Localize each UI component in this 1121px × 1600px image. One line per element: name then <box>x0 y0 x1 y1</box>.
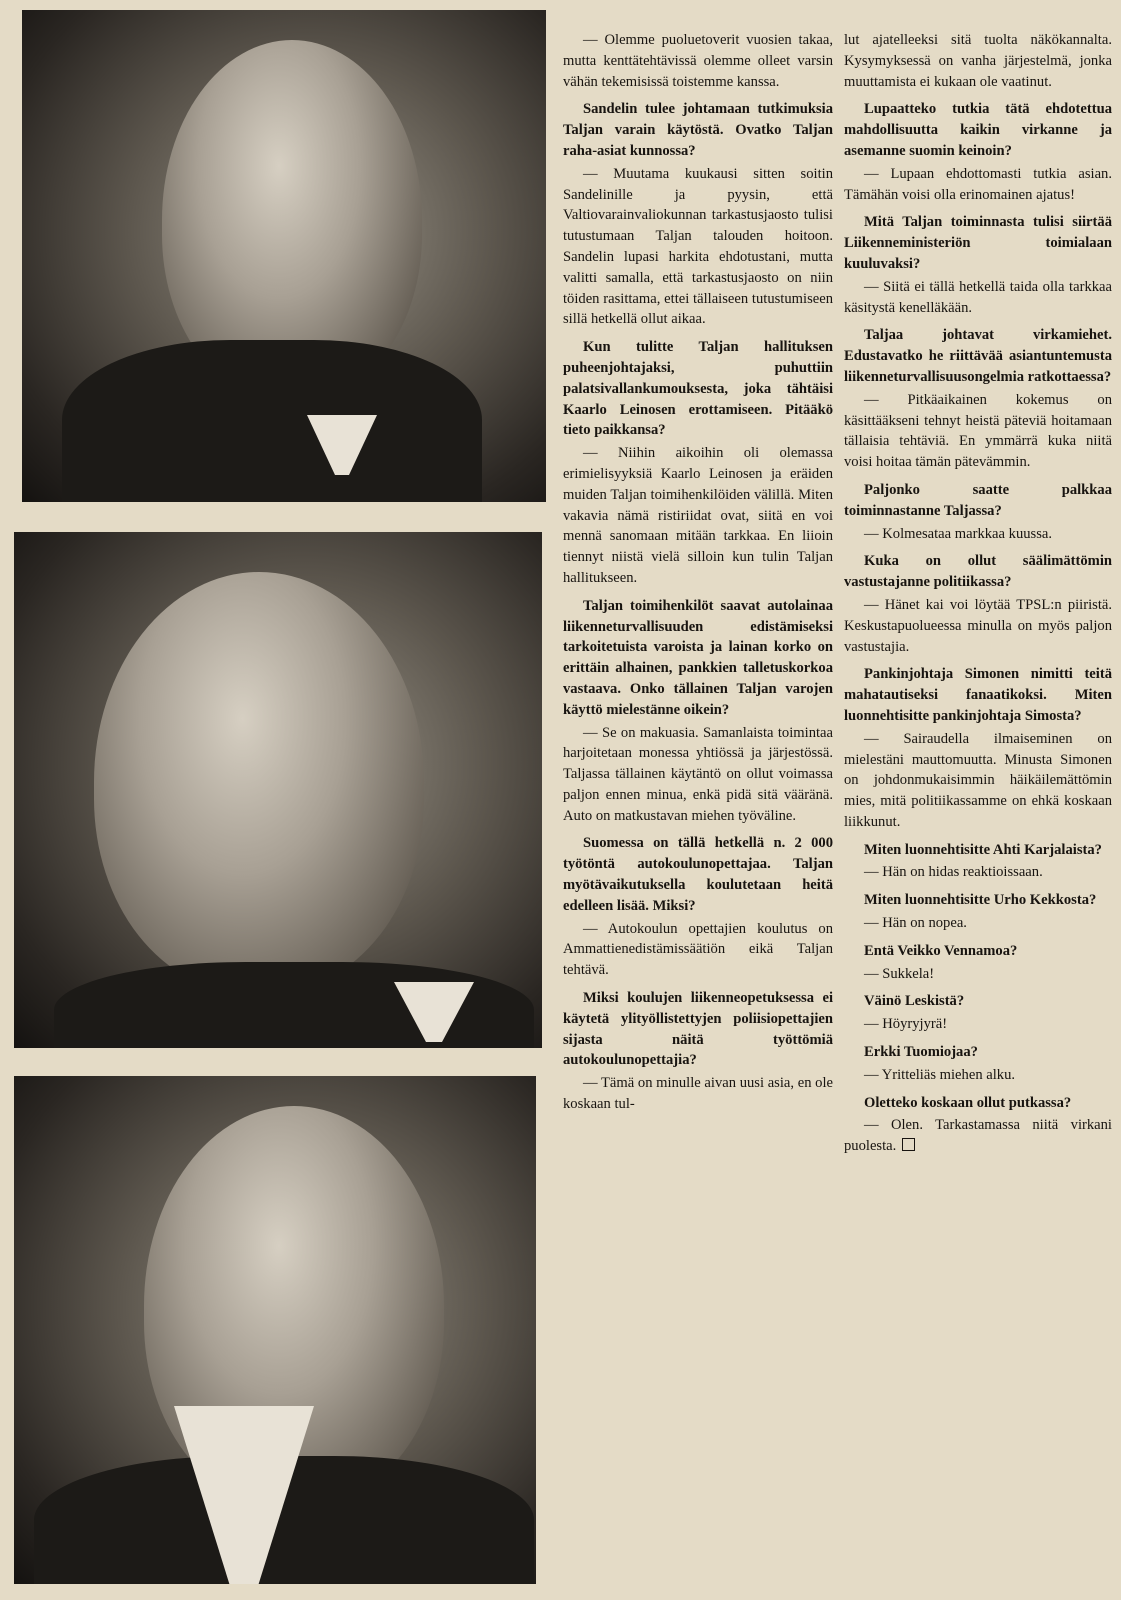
question-paragraph: Miten luonnehtisitte Ahti Karjalaista? <box>864 841 1102 858</box>
answer-paragraph: — Hänet kai voi löytää TPSL:n piiristä. Keskustapuolueessa minulla on myös paljon vastustajia. <box>844 596 1112 655</box>
answer-paragraph: — Siitä ei tällä hetkellä taida olla tarkkaa käsitystä kenelläkään. <box>844 278 1112 316</box>
answer-paragraph: — Höyryjyrä! <box>864 1016 948 1033</box>
answer-paragraph: — Lupaan ehdottomasti tutkia asian. Tämähän voisi olla erinomainen ajatus! <box>844 165 1112 203</box>
answer-paragraph: — Se on makuasia. Samanlaista toimintaa harjoitetaan monessa yhtiössä ja järjestössä. Taljassa tällainen käytäntö on ollut voimassa paljon ennen minua, enkä pidä sitä vääränä. Auto on matkustavan miehen työväline. <box>563 724 833 824</box>
question-paragraph: Sandelin tulee johtamaan tutkimuksia Taljan varain käytöstä. Ovatko Taljan raha-asiat kunnossa? <box>563 101 833 159</box>
end-of-article-mark <box>902 1138 915 1151</box>
answer-paragraph: — Olemme puoluetoverit vuosien takaa, mutta kenttätehtävissä olemme olleet varsin vähän tekemisissä toistemme kanssa. <box>563 32 833 90</box>
portrait-photo-bottom <box>14 1076 536 1584</box>
answer-paragraph: — Yritteliäs miehen alku. <box>864 1066 1016 1083</box>
question-paragraph: Taljaa johtavat virkamiehet. Edustavatko he riittävää asiantuntemusta liikenneturvallisuusongelmia ratkottaessa? <box>844 327 1112 385</box>
question-paragraph: Paljonko saatte palkkaa toiminnastanne Taljassa? <box>844 481 1112 519</box>
question-paragraph: Mitä Taljan toiminnasta tulisi siirtää Liikenneministeriön toimialaan kuuluvaksi? <box>844 214 1112 272</box>
article-column-2 <box>844 30 1112 1159</box>
question-paragraph: Miksi koulujen liikenneopetuksessa ei käytetä ylityöllistettyjen poliisiopettajien sijasta näitä työttömiä autokoulunopettajia? <box>563 990 833 1069</box>
portrait-photo-middle <box>14 532 542 1048</box>
question-paragraph: Kuka on ollut säälimättömin vastustajanne politiikassa? <box>844 553 1112 591</box>
answer-paragraph <box>844 1115 1112 1157</box>
question-paragraph: Taljan toimihenkilöt saavat autolainaa liikenneturvallisuuden edistämiseksi tarkoitetuista varoista ja lainan korko on erittäin alhainen, pankkien talletuskorkoa vastaava. Onko tällainen Taljan varojen käyttö mielestänne oikein? <box>563 597 833 718</box>
answer-paragraph: — Niihin aikoihin oli olemassa erimielisyyksiä Kaarlo Leinosen ja eräiden muiden Taljan toimihenkilöiden välillä. Miten vakavia nämä ristiriidat ovat, siitä en voi mennä sanomaan mitään tarkkaa. En liioin tiennyt niistä vielä silloin kun tulin Taljan hallitukseen. <box>563 445 833 586</box>
final-answer: — Olen. Tarkastamassa niitä virkani puolesta. <box>844 1117 1112 1155</box>
answer-paragraph: — Pitkäaikainen kokemus on käsittääkseni tehnyt heistä päteviä hoitamaan tällaisia tehtäviä. En ymmärrä kuka niitä voisi hoitaa tämän pätevämmin. <box>844 391 1112 471</box>
answer-paragraph: — Muutama kuukausi sitten soitin Sandelinille ja pyysin, että Valtiovarainvaliokunnan tarkastusjaosto tulisi tutustumaan Taljan talouden hoitoon. Sandelin lupasi harkita ehdotustani, mutta valitti samalla, että tarkastusjaosto on niin töiden rasittama, ettei tällaiseen tutustumiseen sillä hetkellä ollut aikaa. <box>563 165 833 328</box>
answer-paragraph: — Tämä on minulle aivan uusi asia, en ole koskaan tul- <box>563 1075 833 1113</box>
answer-paragraph: — Kolmesataa markkaa kuussa. <box>864 525 1053 542</box>
question-paragraph: Lupaatteko tutkia tätä ehdotettua mahdollisuutta kaikin virkanne ja asemanne suomin keinoin? <box>844 101 1112 159</box>
question-paragraph: Oletteko koskaan ollut putkassa? <box>864 1094 1072 1111</box>
question-paragraph: Väinö Leskistä? <box>864 993 965 1010</box>
answer-paragraph: — Sairaudella ilmaiseminen on mielestäni mauttomuutta. Minusta Simonen on johdonmukaisimmin häikäilemättömin mies, mitä politiikassamme on ehkä koskaan liikkunut. <box>844 730 1112 830</box>
question-paragraph: Miten luonnehtisitte Urho Kekkosta? <box>864 892 1097 909</box>
article-column-1 <box>563 30 833 1117</box>
answer-paragraph: — Sukkela! <box>864 965 935 982</box>
answer-paragraph: — Hän on hidas reaktioissaan. <box>864 864 1043 881</box>
question-paragraph: Entä Veikko Vennamoa? <box>864 942 1018 959</box>
question-paragraph: Pankinjohtaja Simonen nimitti teitä mahatautiseksi fanaatikoksi. Miten luonnehtisitte pankinjohtaja Simosta? <box>844 666 1112 724</box>
answer-paragraph: — Autokoulun opettajien koulutus on Ammattienedistämissäätiön eikä Taljan tehtävä. <box>563 920 833 979</box>
portrait-photo-top <box>22 10 546 502</box>
question-paragraph: Suomessa on tällä hetkellä n. 2 000 työtöntä autokoulunopettajaa. Taljan myötävaikutuksella koulutetaan heitä edelleen lisää. Miksi? <box>563 835 833 914</box>
question-paragraph: Kun tulitte Taljan hallituksen puheenjohtajaksi, puhuttiin palatsivallankumouksesta, joka tähtäisi Kaarlo Leinosen erottamiseen. Pitääkö tieto paikkansa? <box>563 339 833 439</box>
answer-paragraph: — Hän on nopea. <box>864 915 967 932</box>
answer-paragraph: lut ajatelleeksi sitä tuolta näkökannalta. Kysymyksessä on vanha järjestelmä, jonka muuttamista ei kukaan ole vaatinut. <box>844 32 1112 90</box>
question-paragraph: Erkki Tuomiojaa? <box>864 1044 978 1061</box>
